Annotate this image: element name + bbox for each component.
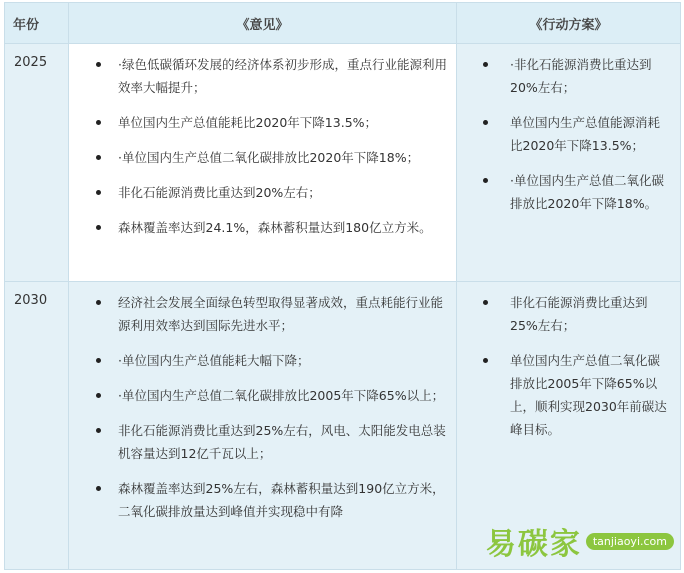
plan-list xyxy=(458,283,679,441)
list-item: 单位国内生产总值能耗比2020年下降13.5%； xyxy=(70,111,455,134)
header-year: 年份 xyxy=(5,3,69,44)
list-item: 非化石能源消费比重达到20%左右； xyxy=(70,181,455,204)
year-cell xyxy=(5,44,69,282)
header-row xyxy=(5,3,681,44)
header-opinion: 《意见》 xyxy=(69,3,457,44)
list-item: 单位国内生产总值二氧化碳排放比2005年下降65%以上，顺利实现2030年前碳达峰目标。 xyxy=(458,349,679,441)
header-plan: 《行动方案》 xyxy=(457,3,681,44)
list-item: ·非化石能源消费比重达到20%左右； xyxy=(458,53,679,99)
list-item: 单位国内生产总值能源消耗比2020年下降13.5%； xyxy=(458,111,679,157)
watermark-logo xyxy=(486,519,674,563)
list-item: 非化石能源消费比重达到25%左右； xyxy=(458,291,679,337)
list-item: 森林覆盖率达到24.1%，森林蓄积量达到180亿立方米。 xyxy=(70,216,455,239)
list-item: ·绿色低碳循环发展的经济体系初步形成，重点行业能源利用效率大幅提升； xyxy=(70,53,455,99)
list-item: 非化石能源消费比重达到25%左右，风电、太阳能发电总装机容量达到12亿千瓦以上； xyxy=(70,419,455,465)
watermark-badge: tanjiaoyi.com xyxy=(586,533,674,550)
table-row xyxy=(5,44,681,282)
year-value: 2030 xyxy=(14,293,48,308)
year-value: 2025 xyxy=(14,55,48,70)
list-item: 森林覆盖率达到25%左右，森林蓄积量达到190亿立方米，二氧化碳排放量达到峰值并实现稳中有降 xyxy=(70,477,455,523)
opinion-cell xyxy=(69,44,457,282)
plan-cell xyxy=(457,44,681,282)
list-item: ·单位国内生产总值二氧化碳排放比2005年下降65%以上； xyxy=(70,384,455,407)
opinion-list xyxy=(70,45,455,239)
comparison-table xyxy=(4,2,681,570)
plan-list xyxy=(458,45,679,215)
opinion-list xyxy=(70,283,455,523)
year-cell xyxy=(5,282,69,570)
list-item: ·单位国内生产总值能耗大幅下降； xyxy=(70,349,455,372)
list-item: ·单位国内生产总值二氧化碳排放比2020年下降18%。 xyxy=(458,169,679,215)
list-item: 经济社会发展全面绿色转型取得显著成效，重点耗能行业能源利用效率达到国际先进水平； xyxy=(70,291,455,337)
opinion-cell xyxy=(69,282,457,570)
watermark-text: 易碳家 xyxy=(485,527,582,562)
list-item: ·单位国内生产总值二氧化碳排放比2020年下降18%； xyxy=(70,146,455,169)
